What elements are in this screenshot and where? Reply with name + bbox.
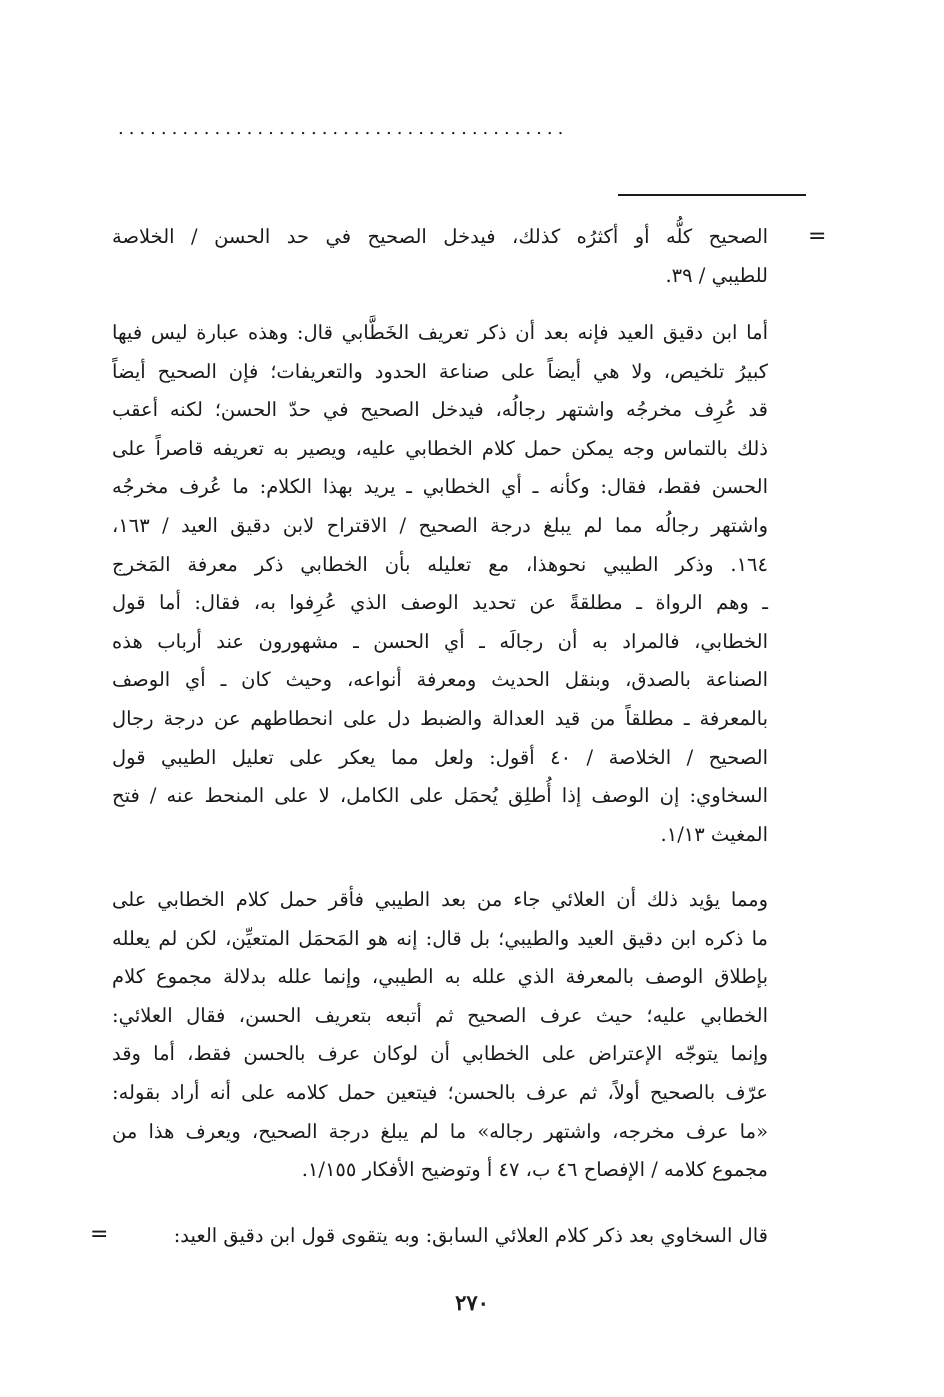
text-line: للطيبي / ٣٩. — [665, 263, 768, 287]
text-line: ـ وهم الرواة ـ مطلقةً عن تحديد الوصف الذي عُرِفوا به، فقال: أما قول — [112, 591, 768, 615]
text-line: واشتهر رجالُه مما لم يبلغ درجة الصحيح / الاقتراح لابن دقيق العيد / ١٦٣، — [112, 513, 768, 537]
sakhawi-paragraph — [112, 1217, 768, 1256]
text-line: قال السخاوي بعد ذكر كلام العلائي السابق: وبه يتقوى قول ابن دقيق العيد: — [173, 1224, 768, 1247]
text-line: مجموع كلامه / الإفصاح ٤٦ ب، ٤٧ أ وتوضيح الأفكار ١/١٥٥. — [301, 1158, 768, 1182]
text-line: ومما يؤيد ذلك أن العلائي جاء من بعد الطيبي فأقر حمل كلام الخطابي على — [112, 888, 768, 911]
text-line: السخاوي: إن الوصف إذا أُطلِق يُحمَل على الكامل، لا على المنحط عنه / فتح — [112, 784, 768, 808]
text-line: المغيث ١/١٣. — [660, 822, 768, 846]
alaai-paragraph — [112, 881, 768, 1190]
text-line: الخطابي عليه؛ حيث عرف الصحيح ثم أتبعه بتعريف الحسن، فقال العلائي: — [112, 1003, 768, 1027]
footnote-rule — [618, 194, 806, 196]
text-line: بالمعرفة ـ مطلقاً من قيد العدالة والضبط دل على انحطاطهم عن درجة رجال — [112, 706, 768, 730]
text-line: ذلك بالتماس وجه يمكن حمل كلام الخطابي عليه، ويصير به تعريفه قاصراً على — [112, 436, 768, 460]
text-line: ١٦٤. وذكر الطيبي نحوهذا، مع تعليله بأن الخطابي ذكر معرفة المَخرج — [112, 552, 768, 576]
text-line: «ما عرف مخرجه، واشتهر رجاله» ما لم يبلغ درجة الصحيح، ويعرف هذا من — [112, 1119, 768, 1143]
continuation-mark-bottom: = — [90, 1222, 109, 1247]
text-line: الصناعة بالصدق، وبنقل الحديث ومعرفة أنواعه، وحيث كان ـ أي الوصف — [112, 668, 768, 692]
text-line: الحسن فقط، فقال: وكأنه ـ أي الخطابي ـ يريد بهذا الكلام: ما عُرف مخرجُه — [112, 475, 768, 499]
text-line: الخطابي، فالمراد به أن رجالَه ـ أي الحسن ـ مشهورون عند أرباب هذه — [112, 629, 768, 653]
text-line: عرّف بالصحيح أولاً، ثم عرف بالحسن؛ فيتعين حمل كلامه على أنه أراد بقوله: — [112, 1080, 768, 1104]
dotted-separator: .......................................... — [118, 118, 569, 139]
text-line: أما ابن دقيق العيد فإنه بعد أن ذكر تعريف الخَطَّابي قال: وهذه عبارة ليس فيها — [112, 321, 768, 344]
text-line: الصحيح / الخلاصة / ٤٠ أقول: ولعل مما يعكر على تعليل الطيبي قول — [112, 745, 769, 769]
page-number: ٢٧٠ — [455, 1290, 489, 1315]
text-line: قد عُرِف مخرجُه واشتهر رجالُه، فيدخل الصحيح في حدّ الحسن؛ لكنه أعقب — [112, 398, 768, 422]
text-line: ما ذكره ابن دقيق العيد والطيبي؛ بل قال: إنه هو المَحمَل المتعيِّن، لكن لم يعلله — [112, 926, 768, 950]
text-line: الصحيح كلُّه أو أكثرُه كذلك، فيدخل الصحيح في حد الحسن / الخلاصة — [112, 225, 768, 248]
text-line: وإنما يتوجّه الإعتراض على الخطابي أن لوكان عرف بالحسن فقط، أما وقد — [112, 1042, 768, 1066]
footnote-continuation-paragraph — [112, 218, 768, 295]
text-line: بإطلاق الوصف بالمعرفة الذي علله به الطيبي، وإنما علله بدلالة مجموع كلام — [112, 965, 768, 989]
ibn-daqiq-paragraph — [112, 314, 768, 854]
continuation-mark-top: = — [808, 224, 827, 249]
text-line: كبيرُ تلخيص، ولا هي أيضاً على صناعة الحدود والتعريفات؛ فإن الصحيح أيضاً — [112, 359, 768, 383]
